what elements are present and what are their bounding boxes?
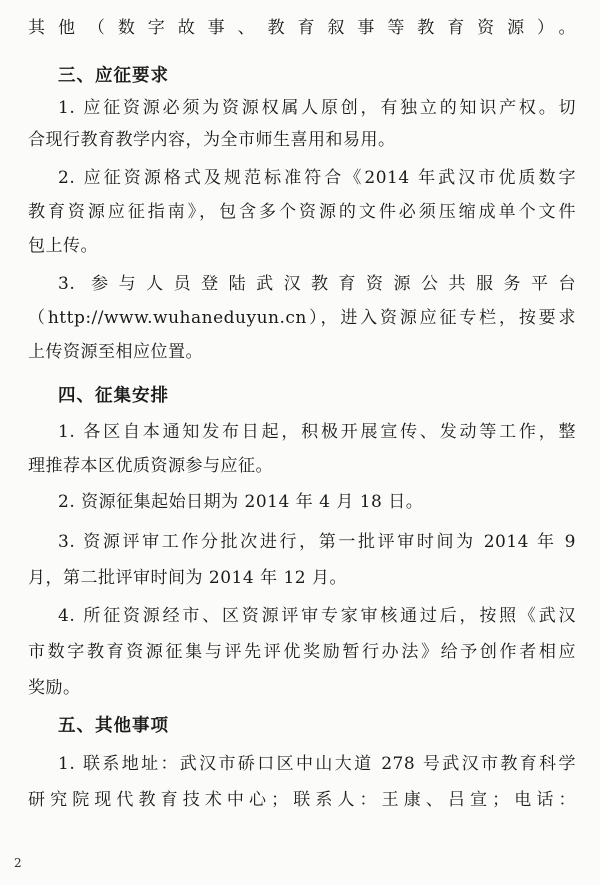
- paragraph-line: 1. 应征资源必须为资源权属人原创，有独立的知识产权。切: [58, 98, 576, 118]
- paragraph-line: 1. 联系地址：武汉市硚口区中山大道 278 号武汉市教育科学: [58, 754, 576, 774]
- section-heading-requirements: 三、应征要求: [58, 66, 169, 86]
- section-heading-other-matters: 五、其他事项: [58, 716, 169, 736]
- paragraph-line: 3. 参与人员登陆武汉教育资源公共服务平台: [58, 274, 576, 294]
- paragraph-line: 理推荐本区优质资源参与应征。: [28, 456, 273, 476]
- paragraph-line: 2. 应征资源格式及规范标准符合《2014 年武汉市优质数字: [58, 168, 576, 188]
- paragraph-line: 4. 所征资源经市、区资源评审专家审核通过后，按照《武汉: [58, 606, 576, 626]
- paragraph-line: 1. 各区自本通知发布日起，积极开展宣传、发动等工作，整: [58, 422, 576, 442]
- paragraph-line: 上传资源至相应位置。: [28, 342, 203, 362]
- paragraph-line: 合现行教育教学内容，为全市师生喜用和易用。: [28, 130, 396, 150]
- paragraph-line: 市数字教育资源征集与评先评优奖励暂行办法》给予创作者相应: [28, 642, 576, 662]
- paragraph-line: 3. 资源评审工作分批次进行，第一批评审时间为 2014 年 9: [58, 532, 576, 552]
- paragraph-line: 2. 资源征集起始日期为 2014 年 4 月 18 日。: [58, 492, 424, 512]
- section-heading-schedule: 四、征集安排: [58, 386, 169, 406]
- paragraph-line: 月，第二批评审时间为 2014 年 12 月。: [28, 568, 348, 588]
- paragraph-line: 教育资源应征指南》，包含多个资源的文件必须压缩成单个文件: [28, 202, 576, 222]
- paragraph-line: （http://www.wuhaneduyun.cn），进入资源应征专栏，按要求: [28, 308, 576, 328]
- paragraph-line: 其他（数字故事、教育叙事等教育资源）。: [28, 18, 576, 38]
- paragraph-line: 包上传。: [28, 236, 98, 256]
- page-number: 2: [14, 856, 22, 870]
- paragraph-line: 奖励。: [28, 678, 81, 698]
- paragraph-line: 研究院现代教育技术中心；联系人：王康、吕宣；电话：: [28, 790, 576, 810]
